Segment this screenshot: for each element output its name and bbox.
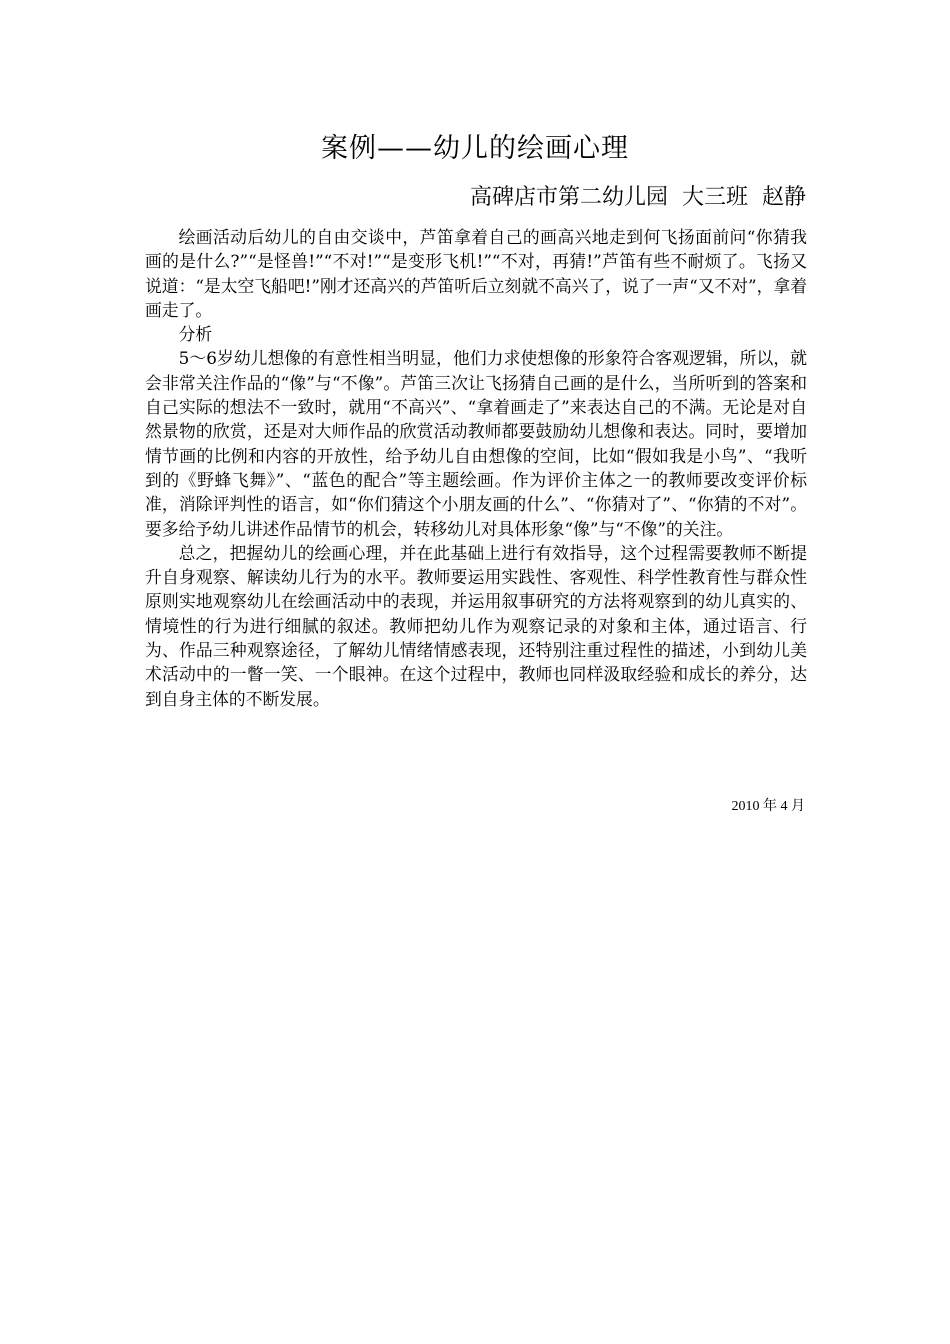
analysis-heading: 分析 bbox=[178, 324, 213, 345]
document-title: 案例——幼儿的绘画心理 bbox=[321, 133, 629, 164]
analysis-paragraph: 5～6岁幼儿想像的有意性相当明显，他们力求使想像的形象符合客观逻辑，所以，就会非常关注作品的“像”与“不像”。芦笛三次让飞扬猜自己画的是什么，当所听到的答案和自己实际的想法不一致时，就用“不高兴”、“拿着画走了”来表达自己的不满。无论是对自然景物的欣赏，还是对大师作品的欣赏活动教师都要鼓励幼儿想像和表达。同时，要增加情节画的比例和内容的开放性，给予幼儿自由想像的空间，比如“假如我是小鸟”、“我听到的《野蜂飞舞》”、“蓝色的配合”等主题绘画。作为评价主体之一的教师要改变评价标准，消除评判性的语言，如“你们猜这个小朋友画的什么”、“你猜对了”、“你猜的不对”。要多给予幼儿讲述作品情节的机会，转移幼儿对具体形象“像”与“不像”的关注。 bbox=[145, 348, 807, 539]
story-paragraph: 绘画活动后幼儿的自由交谈中，芦笛拿着自己的画高兴地走到何飞扬面前问“你猜我画的是什么?”“是怪兽!”“不对!”“是变形飞机!”“不对，再猜!”芦笛有些不耐烦了。飞扬又说道：“是太空飞船吧!”刚才还高兴的芦笛听后立刻就不高兴了，说了一声“又不对”，拿着画走了。 bbox=[145, 227, 807, 320]
document-body bbox=[145, 225, 807, 711]
document-date: 2010 年 4 月 bbox=[731, 799, 805, 814]
author-line: 高碑店市第二幼儿园 大三班 赵静 bbox=[470, 185, 806, 210]
conclusion-paragraph: 总之，把握幼儿的绘画心理，并在此基础上进行有效指导，这个过程需要教师不断提升自身观察、解读幼儿行为的水平。教师要运用实践性、客观性、科学性教育性与群众性原则实地观察幼儿在绘画活动中的表现，并运用叙事研究的方法将观察到的幼儿真实的、情境性的行为进行细腻的叙述。教师把幼儿作为观察记录的对象和主体，通过语言、行为、作品三种观察途径，了解幼儿情绪情感表现，还特别注重过程性的描述，小到幼儿美术活动中的一瞥一笑、一个眼神。在这个过程中，教师也同样汲取经验和成长的养分，达到自身主体的不断发展。 bbox=[145, 542, 807, 709]
